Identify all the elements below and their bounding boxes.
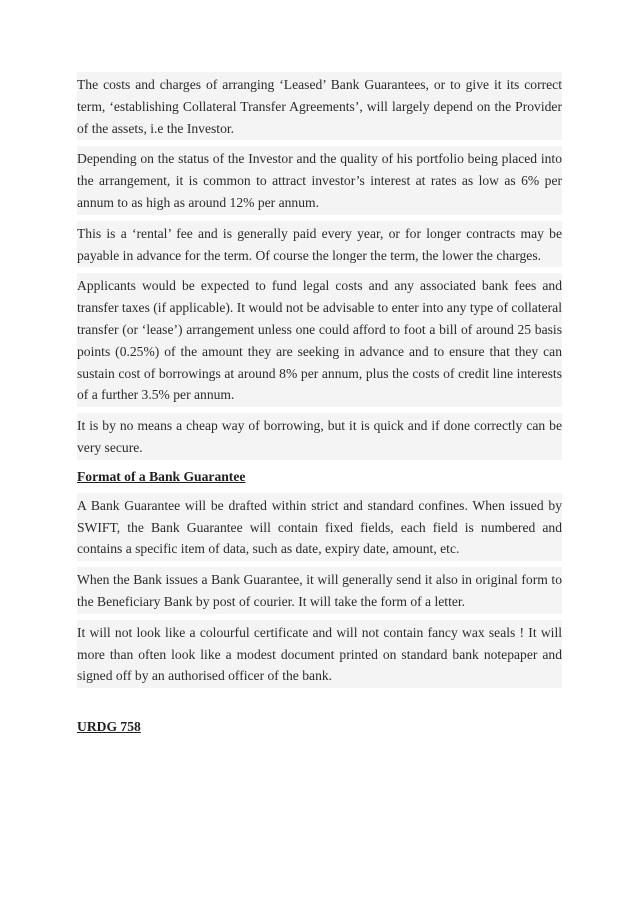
paragraph-swift-fields: A Bank Guarantee will be drafted within strict and standard confines. When issued by SWIFT, the Bank Guarantee will contain fixed fields, each field is numbered and contains a specific item of data, such as date, expiry date, amount, etc.	[77, 493, 562, 561]
paragraph-investor-interest-rates: Depending on the status of the Investor and the quality of his portfolio being placed into the arrangement, it is common to attract investor’s interest at rates as low as 6% per annum to as high as around 12% per annum.	[77, 146, 562, 214]
paragraph-rental-fee: This is a ‘rental’ fee and is generally paid every year, or for longer contracts may be payable in advance for the term. Of course the longer the term, the lower the charges.	[77, 221, 562, 268]
paragraph-leased-guarantee-costs: The costs and charges of arranging ‘Leased’ Bank Guarantees, or to give it its correct term, ‘establishing Collateral Transfer Agreements’, will largely depend on the Provider of the assets, i.e the Investor.	[77, 72, 562, 140]
paragraph-borrowing-summary: It is by no means a cheap way of borrowing, but it is quick and if done correctly can be very secure.	[77, 413, 562, 460]
paragraph-modest-document: It will not look like a colourful certificate and will not contain fancy wax seals ! It will more than often look like a modest document printed on standard bank notepaper and signed off by an authorised officer of the bank.	[77, 620, 562, 688]
section-spacer	[77, 694, 562, 716]
paragraph-applicant-costs: Applicants would be expected to fund legal costs and any associated bank fees and transfer taxes (if applicable). It would not be advisable to enter into any type of collateral transfer (or ‘lease’) arrangement unless one could afford to foot a bill of around 25 basis points (0.25%) of the amount they are seeking in advance and to ensure that they can sustain cost of borrowings at around 8% per annum, plus the costs of credit line interests of a further 3.5% per annum.	[77, 273, 562, 407]
heading-urdg-758: URDG 758	[77, 719, 141, 735]
heading-format-of-bank-guarantee: Format of a Bank Guarantee	[77, 468, 246, 484]
document-page	[77, 72, 562, 737]
paragraph-original-form: When the Bank issues a Bank Guarantee, it will generally send it also in original form to the Beneficiary Bank by post of courier. It will take the form of a letter.	[77, 567, 562, 614]
